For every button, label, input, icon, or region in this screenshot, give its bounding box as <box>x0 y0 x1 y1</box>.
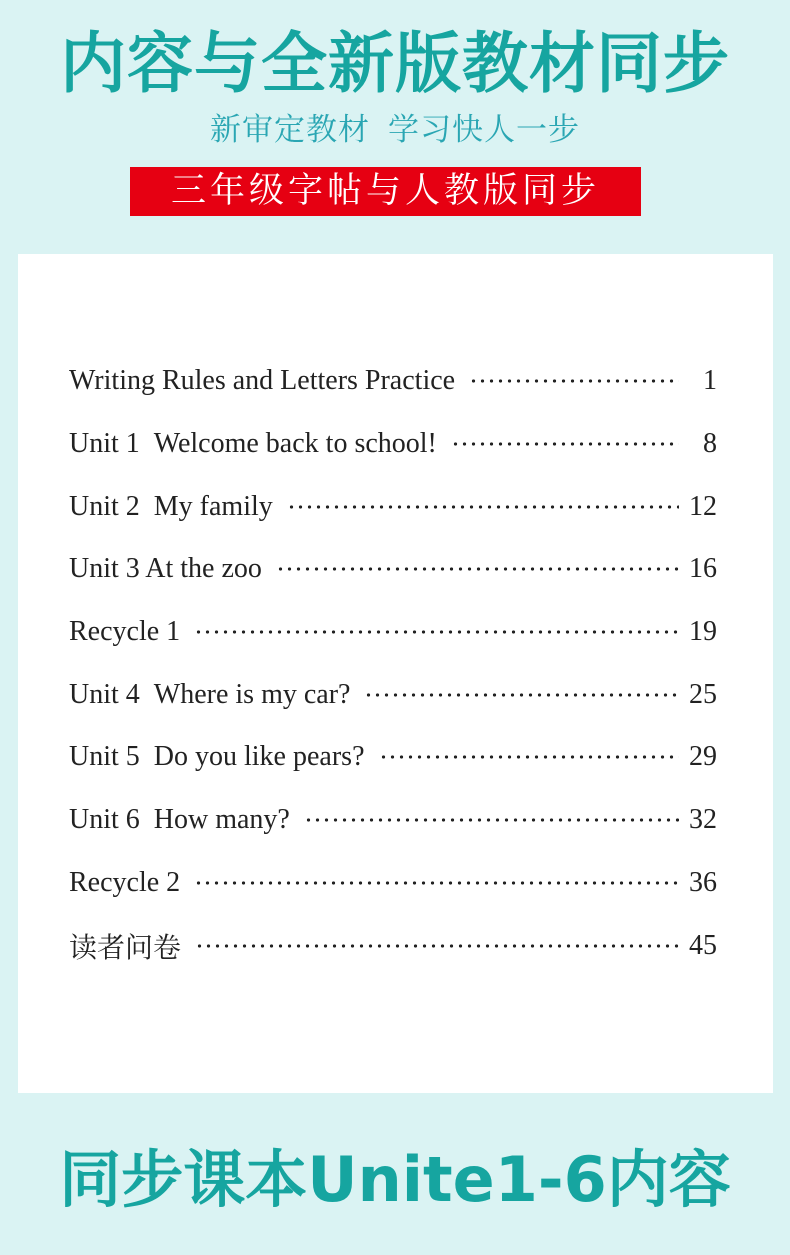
toc-entry-title: Recycle 2 <box>69 866 181 898</box>
toc-row <box>69 852 717 915</box>
subtitle-part-2: 学习快人一步 <box>388 112 580 148</box>
toc-page-number: 25 <box>689 678 717 710</box>
toc-page-number: 36 <box>689 866 717 898</box>
toc-leader-dots <box>276 567 679 571</box>
toc-entry-title: Recycle 1 <box>69 616 181 648</box>
toc-leader-dots <box>379 755 680 759</box>
toc-card <box>18 254 773 1093</box>
toc-leader-dots <box>194 630 679 634</box>
toc-row <box>69 726 717 789</box>
toc-page-number: 32 <box>689 804 717 836</box>
toc-entry-title: Writing Rules and Letters Practice <box>69 365 456 397</box>
toc-leader-dots <box>287 505 679 509</box>
headline: 内容与全新版教材同步 <box>60 25 730 102</box>
toc-entry-title <box>69 804 290 836</box>
toc-page-number: 12 <box>689 490 717 522</box>
toc-entry-title <box>69 741 365 773</box>
toc-row <box>69 601 717 664</box>
toc-unit-title: Where is my car? <box>153 678 351 710</box>
toc-unit-label: Unit 1 <box>69 428 140 460</box>
toc-unit-label: Unit 5 <box>69 741 140 773</box>
toc-leader-dots <box>469 379 679 383</box>
grade-badge: 三年级字帖与人教版同步 <box>130 167 641 216</box>
toc-unit-label: Unit 2 <box>69 490 140 522</box>
toc-row <box>69 413 717 476</box>
toc-row <box>69 538 717 601</box>
toc-entry-title <box>69 491 273 523</box>
toc-entry-title: Unit 3 At the zoo <box>69 553 262 585</box>
toc-row <box>69 663 717 726</box>
toc-unit-label: Unit 4 <box>69 678 140 710</box>
toc-row <box>69 914 717 977</box>
toc-page-number: 29 <box>689 741 717 773</box>
toc-unit-title: My family <box>153 490 273 522</box>
toc-page-number: 16 <box>689 553 717 585</box>
toc-page-number: 19 <box>689 616 717 648</box>
toc-leader-dots <box>195 944 679 948</box>
toc-page-number: 45 <box>689 929 717 961</box>
toc-row <box>69 475 717 538</box>
footer-banner: 同步课本Unite1-6内容 <box>59 1143 731 1216</box>
toc-leader-dots <box>194 881 679 885</box>
toc-leader-dots <box>304 818 679 822</box>
toc-row <box>69 350 717 413</box>
toc-unit-title: Do you like pears? <box>153 741 365 773</box>
toc-page-number: 8 <box>703 428 717 460</box>
toc-entry-title <box>69 679 350 711</box>
toc-unit-title: How many? <box>153 804 290 836</box>
toc-entry-title: 读者问卷 <box>69 932 182 964</box>
toc-row <box>69 789 717 852</box>
subtitle <box>0 110 790 150</box>
subtitle-part-1: 新审定教材 <box>210 112 370 148</box>
table-of-contents <box>69 350 717 977</box>
toc-leader-dots <box>451 442 679 446</box>
toc-leader-dots <box>364 693 679 697</box>
toc-entry-title <box>69 428 437 460</box>
toc-unit-label: Unit 6 <box>69 804 140 836</box>
toc-unit-title: Welcome back to school! <box>153 428 437 460</box>
toc-page-number: 1 <box>703 365 717 397</box>
